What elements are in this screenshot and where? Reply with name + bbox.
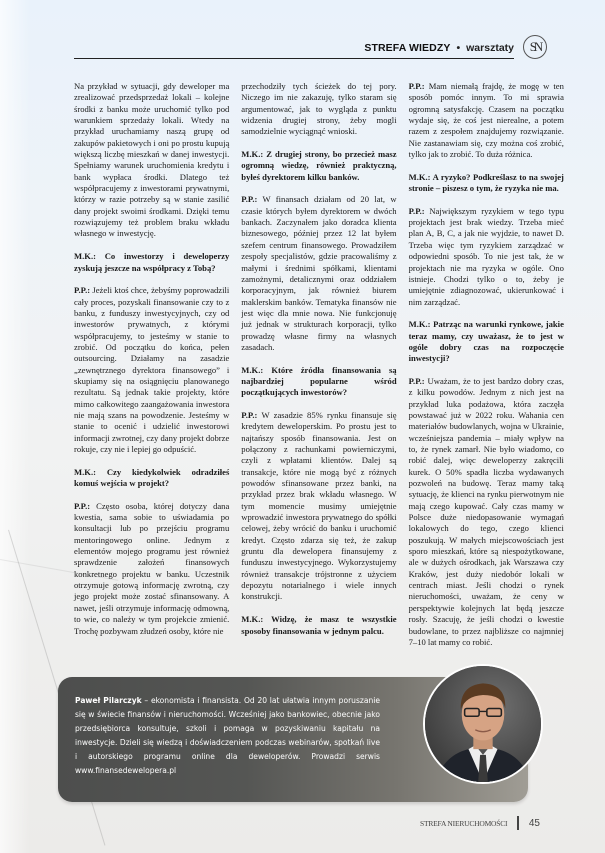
answer-text: Jeżeli ktoś chce, żebyśmy poprowadzili cały proces, pozyskali finansowanie czy to z banku, z funduszy inwestycyjnych, czy od inwestorów prywatnych, z którymi współpracujemy, to jesteśmy w stanie to zrobić. Od początku do końca, pełen outsourcing. Działamy na zasadzie „zewnętrznego dyrektora finansowego” i skupiamy się na osiągnięciu planowanego rezultatu. Są jednak takie projekty, które mimo całkowitego zaangażowania inwestora nie mają szans na powodzenie. Jesteśmy w stanie to ocenić i udzielić inwestorowi informacji zwrotnej, czy dany projekt dobrze rokuje, czy nie i lepiej go odpuścić. — [74, 285, 230, 454]
paragraph: przechodziły tych ścieżek do tej pory. Niczego im nie zakazuję, tylko staram się argumentować, jak to wygląda z punktu widzenia drugiej strony, żeby mogli samodzielnie wyciągnąć wnioski. — [241, 81, 397, 137]
article-column-2 — [241, 81, 396, 660]
speaker-label: P.P.: — [241, 194, 258, 205]
interview-question: M.K.: A ryzyko? Podkreślasz to na swojej stronie – piszesz o tym, że ryzyka nie ma. — [408, 171, 564, 194]
answer-text: Największym ryzykiem w tego typu projektach jest brak wiedzy. Trzeba mieć plan A, B, C, a jak nie wyjdzie, to nawet D. Trzeba więc tym ryzykiem zarządzać w odpowiedni sposób. To nie jest tak, że w projektach nie ma ryzyka w ogóle. Ono istnieje. Chodzi tylko o to, żeby je umiejętnie zdiagnozować, ukierunkować i nim zarządzać. — [408, 205, 564, 307]
interview-question: M.K.: Patrząc na warunki rynkowe, jakie teraz mamy, czy uważasz, że to jest w ogóle dobry czas na rozpoczęcie inwestycji? — [408, 319, 564, 364]
speaker-label: P.P.: — [408, 81, 425, 91]
interview-answer — [241, 194, 396, 353]
interview-question: M.K.: Widzę, że masz te wszystkie sposoby finansowania w jednym palcu. — [241, 614, 397, 636]
answer-text: Często osoba, której dotyczy dana kwestia, sama sobie to uświadamia po konsultacji lub po przejściu programu mentoringowego online. Jednym z elementów mojego programu jest również sprawdzenie założeń finansowych konkretnego projektu w banku. Uczestnik otrzymuje gotową informację zwrotną, czy jego projekt może zostać sfinansowany. A nawet, jeśli otrzymuje informację odmowną, to wie, co należy w tym projekcie zmienić. Trochę pozbywam złudzeń osoby, które nie — [74, 500, 230, 636]
article-column-3 — [409, 81, 564, 660]
header-separator: • — [456, 41, 461, 54]
author-bio-text — [75, 694, 380, 779]
interview-answer — [74, 285, 229, 455]
interview-question: M.K.: Czy kiedykolwiek odradziłeś komuś wejścia w projekt? — [74, 466, 230, 489]
portrait-photo-icon — [425, 666, 541, 782]
magazine-name: STREFA NIERUCHOMOŚCI — [420, 818, 508, 828]
page-edge-shade — [0, 0, 30, 853]
article-column-1 — [74, 81, 229, 660]
speaker-label: P.P.: — [408, 375, 425, 386]
subsection-title: warsztaty — [466, 41, 514, 54]
running-header — [74, 37, 514, 59]
magazine-logo-icon: SN — [523, 35, 547, 59]
paragraph: Na przykład w sytuacji, gdy deweloper ma zrealizować przedsprzedaż lokali – kolejne środki z banku może uruchomić tylko pod warunkiem sprzedaży lokali. Wtedy na przykład uruchamiamy naszą grupę od zakupów pakietowych i oni po prostu kupują większą liczbę mieszkań w danej inwestycji. Spełniamy warunek uruchomienia kredytu i bank wypłaca środki. Dlatego też współpracujemy z inwestorami prywatnymi, którzy w razie potrzeby są w stanie zasilić dany projekt swoimi środkami. Dzięki temu rozwiązujemy też problem braku wkładu własnego w inwestycję. — [74, 81, 230, 239]
answer-text: Mam niemałą frajdę, że mogę w ten sposób pomóc innym. To mi sprawia ogromną satysfakcję. Czasem na początku wydaje się, że coś jest nierealne, a potem razem z zespołem znajdujemy rozwiązanie. Nie zastanawiam się, czy można coś zrobić, tylko jak to zrobić. To duża różnica. — [408, 81, 564, 160]
answer-text: Uważam, że to jest bardzo dobry czas, z kilku powodów. Jednym z nich jest na przykład luka podażowa, która zaczęła powstawać już w 2022 roku. Wahania cen materiałów budowlanych, wojna w Ukrainie, wcześniejsza pandemia – miały wpływ na to, że rynek zamarł. Nie było wiadomo, co robić dalej, więc deweloperzy zakręcili kurek. O 50% spadła liczba wydawanych pozwoleń na budowę. Teraz mamy taką sytuację, że klienci na rynku pierwotnym nie mają czego kupować. Cały czas mamy w Polsce duże niedopasowanie wymagań lokalowych do tego, czego klienci poszukują. W małych miejscowościach jest sporo mieszkań, które są niespożytkowane, ale w dużych ośrodkach, jak Warszawa czy Kraków, jest duży niedobór lokali w centrach miast. Jeśli chodzi o rynek nieruchomości, uważam, że ceny w perspektywie kolejnych lat będą jeszcze rosły. Szacuję, że jeśli chodzi o kwestie budowlane, to przez najbliższe co najmniej 7–10 lat mamy co robić. — [408, 375, 564, 647]
interview-answer — [409, 206, 564, 308]
answer-text: W zasadzie 85% rynku finansuje się kredytem deweloperskim. Po prostu jest to najtańszy sposób finansowania. Jest on połączony z rachunkami powierniczymi, czyli z wpłatami klientów. Dalej są transakcje, które nie mogą być z różnych powodów sfinansowane przez banki, na przykład przez brak wkładu własnego. W tym momencie musimy umiejętnie wprowadzić inwestora prywatnego do spółki celowej, żeby wrócić do banku i uruchomić kredyt. Często zdarza się też, że zakup gruntu dla dewelopera finansujemy z funduszu inwestycyjnego. Wykorzystujemy również transakcje trójstronne z użyciem depozytu notarialnego i wiele innych konstrukcji. — [241, 409, 397, 602]
page-number: 45 — [528, 817, 540, 829]
speaker-label: P.P.: — [74, 500, 91, 511]
author-bio-description: – ekonomista i finansista. Od 20 lat ułatwia innym poruszanie się w świecie finansów i nieruchomości. Wcześniej jako bankowiec, obecnie jako przedsiębiorca konsultuje, szkoli i pomaga w pozyskiwaniu kapitału na inwestycje. Dzieli się wiedzą i doświadczeniem podczas webinarów, spotkań live i autorskiego programu online dla deweloperów. Prowadzi serwis www.finansedewelopera.pl — [75, 696, 380, 776]
interview-answer — [74, 501, 229, 637]
section-title: STREFA WIEDZY — [364, 41, 451, 54]
interview-question: M.K.: Co inwestorzy i deweloperzy zyskują jeszcze na współpracy z Tobą? — [74, 251, 230, 273]
interview-question: M.K.: Które źródła finansowania są najbardziej popularne wśród początkujących inwestorów? — [241, 364, 397, 398]
footer-divider — [517, 816, 519, 830]
speaker-label: P.P.: — [241, 409, 258, 420]
interview-answer — [409, 81, 564, 160]
author-name: Paweł Pilarczyk — [75, 696, 142, 705]
page-footer — [420, 816, 540, 830]
author-portrait — [423, 664, 543, 784]
interview-answer — [241, 410, 396, 603]
article-body — [74, 81, 564, 660]
answer-text: W finansach działam od 20 lat, w czasie których byłem dyrektorem w dwóch bankach. Zaczynałem jako doradca klienta biznesowego, później przez 12 lat byłem szefem centrum finansowego. Prowadziłem zespoły specjalistów, gdzie pracowaliśmy z małymi i średnimi spółkami, klientami zamożnymi, detalicznymi oraz oddziałem korporacyjnym, jak również biurem maklerskim banków. Tematyka finansów nie jest więc dla mnie nowa. Nie funkcjonuję już jednak w strukturach korporacji, tylko prowadzę własne firmy na własnych zasadach. — [241, 194, 397, 352]
interview-question: M.K.: Z drugiej strony, bo przecież masz ogromną wiedzę, również praktyczną, byłeś dyrektorem kilku banków. — [241, 149, 397, 182]
speaker-label: P.P.: — [74, 285, 91, 296]
speaker-label: P.P.: — [408, 205, 425, 216]
interview-answer — [409, 376, 564, 648]
